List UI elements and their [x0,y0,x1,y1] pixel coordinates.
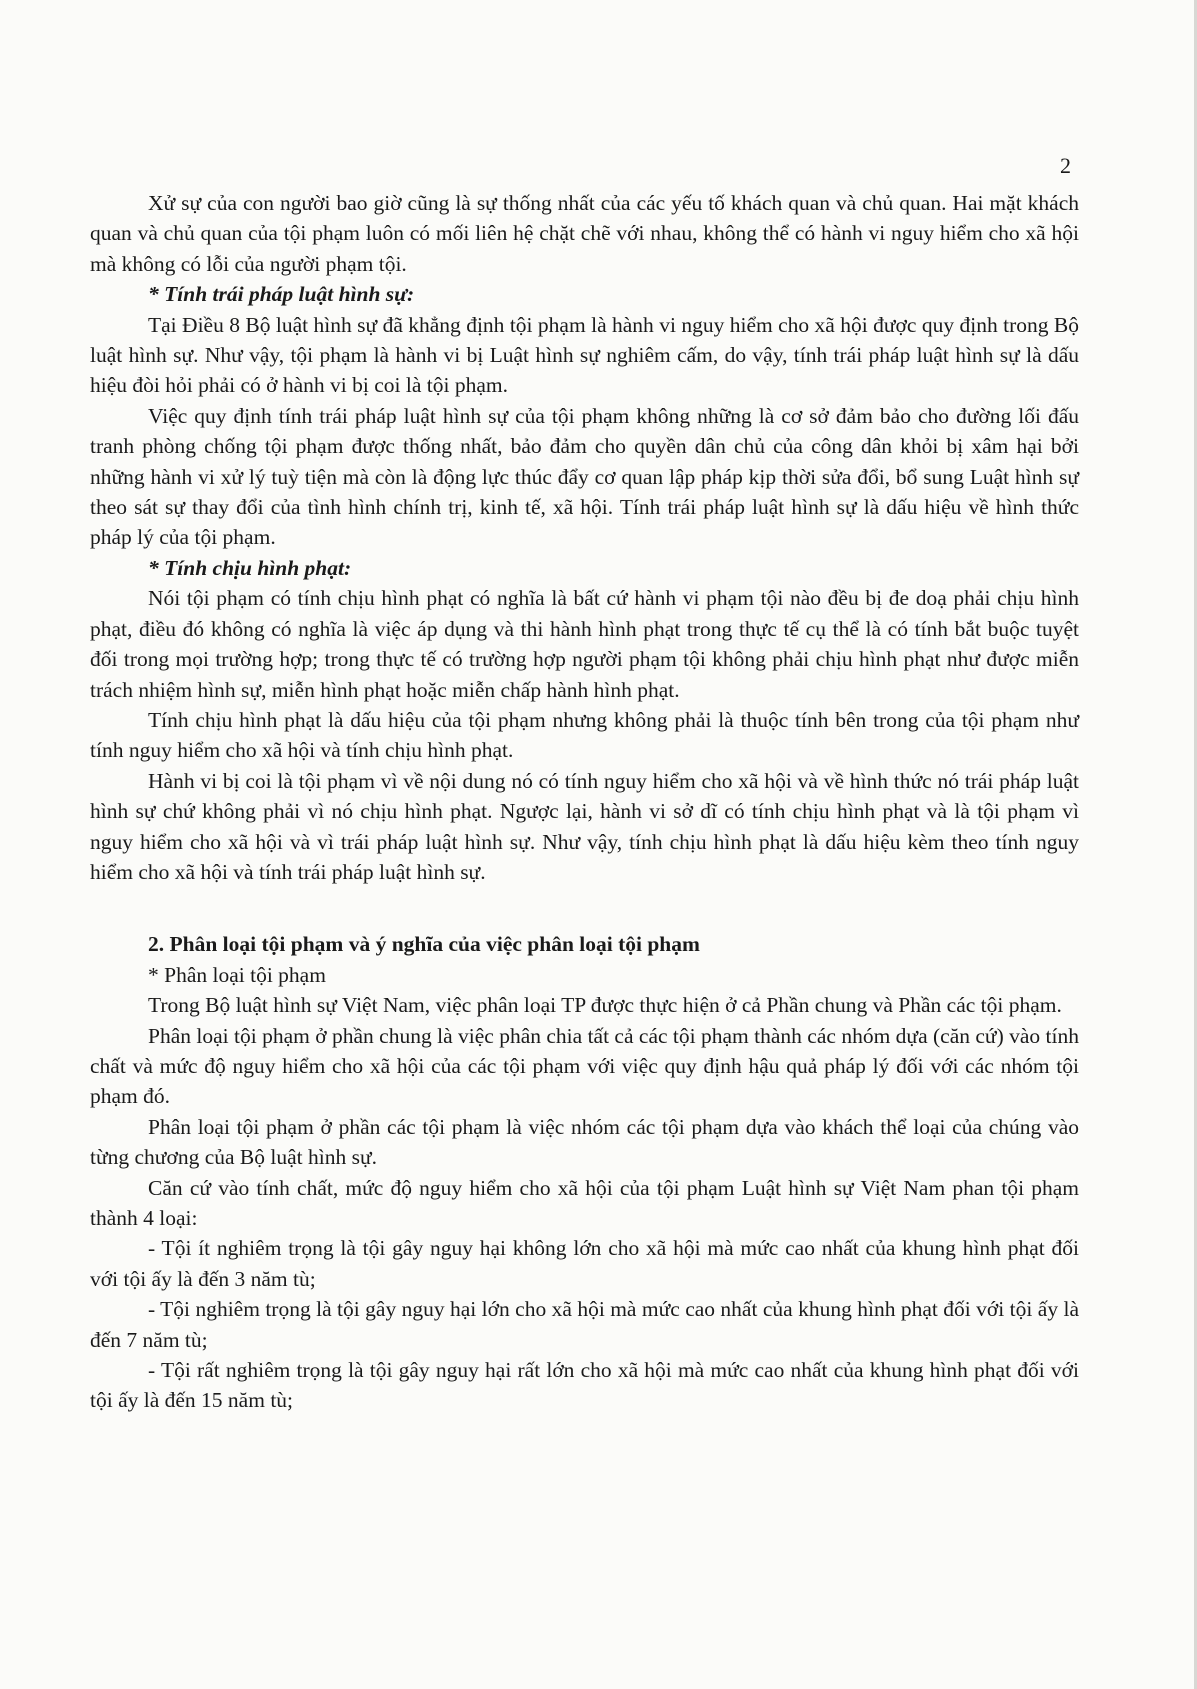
paragraph: Nói tội phạm có tính chịu hình phạt có nghĩa là bất cứ hành vi phạm tội nào đều bị đe doạ phải chịu hình phạt, điều đó không có nghĩa là việc áp dụng và thi hành hình phạt trong thực tế cụ thể là có tính bắt buộc tuyệt đối trong mọi trường hợp; trong thực tế có trường hợp người phạm tội không phải chịu hình phạt như được miễn trách nhiệm hình sự, miễn hình phạt hoặc miễn chấp hành hình phạt. [90,586,1079,702]
paragraph: Hành vi bị coi là tội phạm vì về nội dung nó có tính nguy hiểm cho xã hội và về hình thức nó trái pháp luật hình sự chứ không phải vì nó chịu hình phạt. Ngược lại, hành vi sở dĩ có tính chịu hình phạt và là tội phạm vì nguy hiểm cho xã hội và vì trái pháp luật hình sự. Như vậy, tính chịu hình phạt là dấu hiệu kèm theo tính nguy hiểm cho xã hội và tính trái pháp luật hình sự. [90,768,1079,884]
list-item: - Tội ít nghiêm trọng là tội gây nguy hại không lớn cho xã hội mà mức cao nhất của khung hình phạt đối với tội ấy là đến 3 năm tù; [90,1236,1079,1291]
document-body [90,188,1079,1416]
paragraph: Phân loại tội phạm ở phần các tội phạm là việc nhóm các tội phạm dựa vào khách thể loại của chúng vào từng chương của Bộ luật hình sự. [90,1114,1079,1170]
paragraph: Tại Điều 8 Bộ luật hình sự đã khẳng định tội phạm là hành vi nguy hiểm cho xã hội được quy định trong Bộ luật hình sự. Như vậy, tội phạm là hành vi bị Luật hình sự nghiêm cấm, do vậy, tính trái pháp luật hình sự là dấu hiệu đòi hỏi phải có ở hành vi bị coi là tội phạm. [90,312,1079,398]
paragraph: Xử sự của con người bao giờ cũng là sự thống nhất của các yếu tố khách quan và chủ quan. Hai mặt khách quan và chủ quan của tội phạm luôn có mối liên hệ chặt chẽ với nhau, không thể có hành vi nguy hiểm cho xã hội mà không có lỗi của người phạm tội. [90,191,1079,276]
paragraph: Phân loại tội phạm ở phần chung là việc phân chia tất cả các tội phạm thành các nhóm dựa (căn cứ) vào tính chất và mức độ nguy hiểm cho xã hội của các tội phạm với việc quy định hậu quả pháp lý đối với các nhóm tội phạm đó. [90,1023,1079,1109]
paragraph: Việc quy định tính trái pháp luật hình sự của tội phạm không những là cơ sở đảm bảo cho đường lối đấu tranh phòng chống tội phạm được thống nhất, bảo đảm cho quyền dân chủ của công dân khỏi bị xâm hại bởi những hành vi xử lý tuỳ tiện mà còn là động lực thúc đẩy cơ quan lập pháp kịp thời sửa đổi, bổ sung Luật hình sự theo sát sự thay đổi của tình hình chính trị, kinh tế, xã hội. Tính trái pháp luật hình sự là dấu hiệu về hình thức pháp lý của tội phạm. [90,403,1079,550]
paragraph: Tính chịu hình phạt là dấu hiệu của tội phạm nhưng không phải là thuộc tính bên trong của tội phạm như tính nguy hiểm cho xã hội và tính chịu hình phạt. [90,707,1079,763]
paragraph: Trong Bộ luật hình sự Việt Nam, việc phân loại TP được thực hiện ở cả Phần chung và Phần các tội phạm. [148,993,1062,1018]
subheading-classification: * Phân loại tội phạm [148,962,326,987]
list-item: - Tội nghiêm trọng là tội gây nguy hại lớn cho xã hội mà mức cao nhất của khung hình phạt đối với tội ấy là đến 7 năm tù; [90,1297,1079,1352]
subheading-punishability: * Tính chịu hình phạt: [148,555,352,580]
page-number: 2 [1060,153,1071,178]
subheading-criminal-illegality: * Tính trái pháp luật hình sự: [148,282,415,307]
paragraph: Căn cứ vào tính chất, mức độ nguy hiểm cho xã hội của tội phạm Luật hình sự Việt Nam phan tội phạm thành 4 loại: [90,1175,1079,1230]
section-heading: 2. Phân loại tội phạm và ý nghĩa của việc phân loại tội phạm [148,932,700,957]
list-item: - Tội rất nghiêm trọng là tội gây nguy hại rất lớn cho xã hội mà mức cao nhất của khung hình phạt đối với tội ấy là đến 15 năm tù; [90,1358,1079,1413]
